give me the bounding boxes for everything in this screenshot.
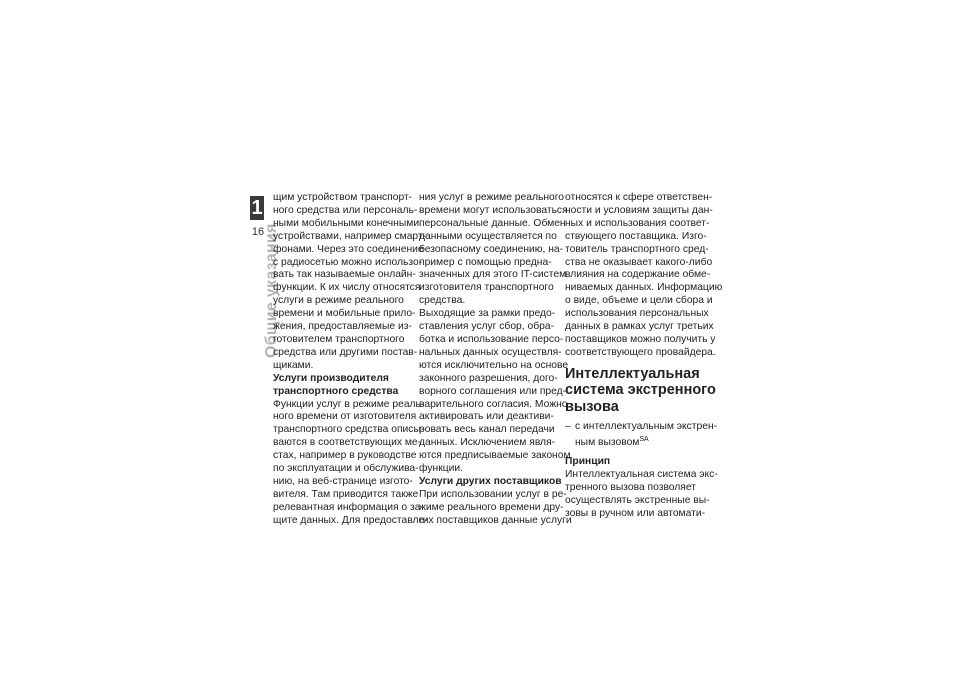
text-line: ются исключительно на основе: [419, 359, 569, 371]
text-line: Интеллектуальная система экс-: [565, 469, 718, 480]
text-line: ствующего поставщика. Изго-: [565, 230, 707, 242]
text-line: варительного согласия. Можно: [419, 398, 568, 410]
text-line: функции. К их числу относятся: [273, 282, 421, 294]
paragraph-manufacturer-services: [273, 398, 428, 528]
text-column-3: [565, 192, 723, 521]
paragraph-data-exchange: [419, 192, 571, 476]
text-line: пример с помощью предна-: [419, 256, 552, 268]
text-line: ваются в соответствующих ме-: [273, 437, 422, 449]
text-line: щите данных. Для предоставле-: [273, 514, 428, 526]
option-code-superscript: SA: [639, 436, 649, 444]
text-line: ются предписываемые законом: [419, 450, 571, 462]
section-heading-emergency-call: [565, 365, 716, 416]
text-line: устройствами, например смарт-: [273, 230, 427, 242]
paragraph-provider-responsibility: [565, 192, 723, 360]
text-line: времени могут использоваться: [419, 204, 568, 216]
text-line: о виде, объеме и цели сбора и: [565, 295, 713, 307]
text-line: соответствующего провайдера.: [565, 346, 716, 358]
text-column-1: [273, 192, 428, 528]
text-line: по эксплуатации и обслужива-: [273, 463, 419, 475]
text-line: зовы в ручном или автомати-: [565, 507, 706, 519]
text-line: щиками.: [273, 359, 314, 371]
text-line: осуществлять экстренные вы-: [565, 494, 710, 506]
paragraph-intro: [273, 192, 427, 373]
text-line: средства или другими постав-: [273, 346, 418, 358]
text-line: товитель транспортного сред-: [565, 243, 709, 255]
paragraph-principle: [565, 469, 718, 521]
text-line: нальных данных осуществля-: [419, 346, 562, 358]
text-line: жения, предоставляемые из-: [273, 321, 412, 333]
text-line: нию, на веб-странице изгото-: [273, 475, 413, 487]
text-line: средства.: [419, 295, 466, 307]
paragraph-other-providers: [419, 488, 572, 528]
text-line: активировать или деактиви-: [419, 411, 554, 423]
text-line: ного времени от изготовителя: [273, 411, 417, 423]
text-line: ниваемых данных. Информацию: [565, 282, 723, 294]
heading-line: Интеллектуальная: [565, 365, 700, 382]
subheading-line: транспортного средства: [273, 385, 399, 397]
text-line: законного разрешения, дого-: [419, 372, 558, 384]
text-line: щим устройством транспорт-: [273, 192, 413, 203]
text-line: Выходящие за рамки предо-: [419, 308, 556, 320]
text-line: гих поставщиков данные услуги: [419, 514, 572, 526]
page-number: 16: [251, 226, 265, 238]
text-line: ства не оказывает какого-либо: [565, 256, 713, 268]
equipment-bullet: [565, 421, 718, 450]
text-line: ного средства или персональ-: [273, 204, 418, 216]
text-line: ботка и использование персо-: [419, 333, 564, 345]
subheading-other-providers: Услуги других поставщиков: [419, 475, 562, 487]
text-line: поставщиков можно получить у: [565, 333, 716, 345]
text-line: относятся к сфере ответствен-: [565, 192, 713, 203]
text-line: ворного соглашения или пред-: [419, 385, 567, 397]
text-line: стах, например в руководстве: [273, 450, 417, 462]
text-line: с радиосетью можно использо-: [273, 256, 423, 268]
text-line: ных и использования соответ-: [565, 217, 710, 229]
text-line: времени и мобильные прило-: [273, 308, 416, 320]
text-line: ния услуг в режиме реального: [419, 192, 565, 203]
text-line: использования персональных: [565, 308, 709, 320]
text-line: вать так называемые онлайн-: [273, 269, 416, 281]
heading-line: система экстренного: [565, 382, 716, 399]
text-line: ставления услуг сбор, обра-: [419, 321, 555, 333]
text-line: транспортного средства описы-: [273, 424, 425, 436]
text-line: данными осуществляется по: [419, 230, 557, 242]
text-line: вителя. Там приводится также: [273, 488, 419, 500]
text-line: готовителем транспортного: [273, 333, 405, 345]
bullet-text: ным вызовом: [575, 437, 640, 449]
text-line: ности и условиям защиты дан-: [565, 204, 713, 216]
text-line: тренного вызова позволяет: [565, 481, 696, 493]
text-line: ными мобильными конечными: [273, 217, 420, 229]
text-line: значенных для этого IT-систем: [419, 269, 567, 281]
chapter-number-tab: 1: [251, 197, 263, 219]
text-line: При использовании услуг в ре-: [419, 488, 567, 500]
text-line: фонами. Через это соединение: [273, 243, 424, 255]
text-line: с интеллектуальным экстрен-: [575, 421, 718, 433]
text-line: данных в рамках услуг третьих: [565, 321, 714, 333]
chapter-title-vertical: Общие указания: [263, 223, 280, 358]
heading-line: вызова: [565, 398, 619, 415]
text-column-2: [419, 192, 572, 528]
text-line: изготовителя транспортного: [419, 282, 554, 294]
subheading-manufacturer-services: [273, 373, 410, 399]
text-line: услуги в режиме реального: [273, 295, 404, 307]
text-line: персональные данные. Обмен: [419, 217, 566, 229]
text-line: безопасному соединению, на-: [419, 243, 564, 255]
text-line: данных. Исключением явля-: [419, 437, 556, 449]
text-line: влияния на содержание обме-: [565, 269, 711, 281]
text-line: [575, 434, 702, 450]
text-line: Функции услуг в режиме реаль-: [273, 398, 425, 410]
subheading-principle: Принцип: [565, 456, 611, 468]
text-line: жиме реального времени дру-: [419, 501, 564, 513]
subheading-line: Услуги производителя: [273, 372, 389, 384]
bullet-dash: –: [565, 421, 571, 433]
text-line: функции.: [419, 463, 463, 475]
text-line: релевантная информация о за-: [273, 501, 424, 513]
text-line: ровать весь канал передачи: [419, 424, 555, 436]
